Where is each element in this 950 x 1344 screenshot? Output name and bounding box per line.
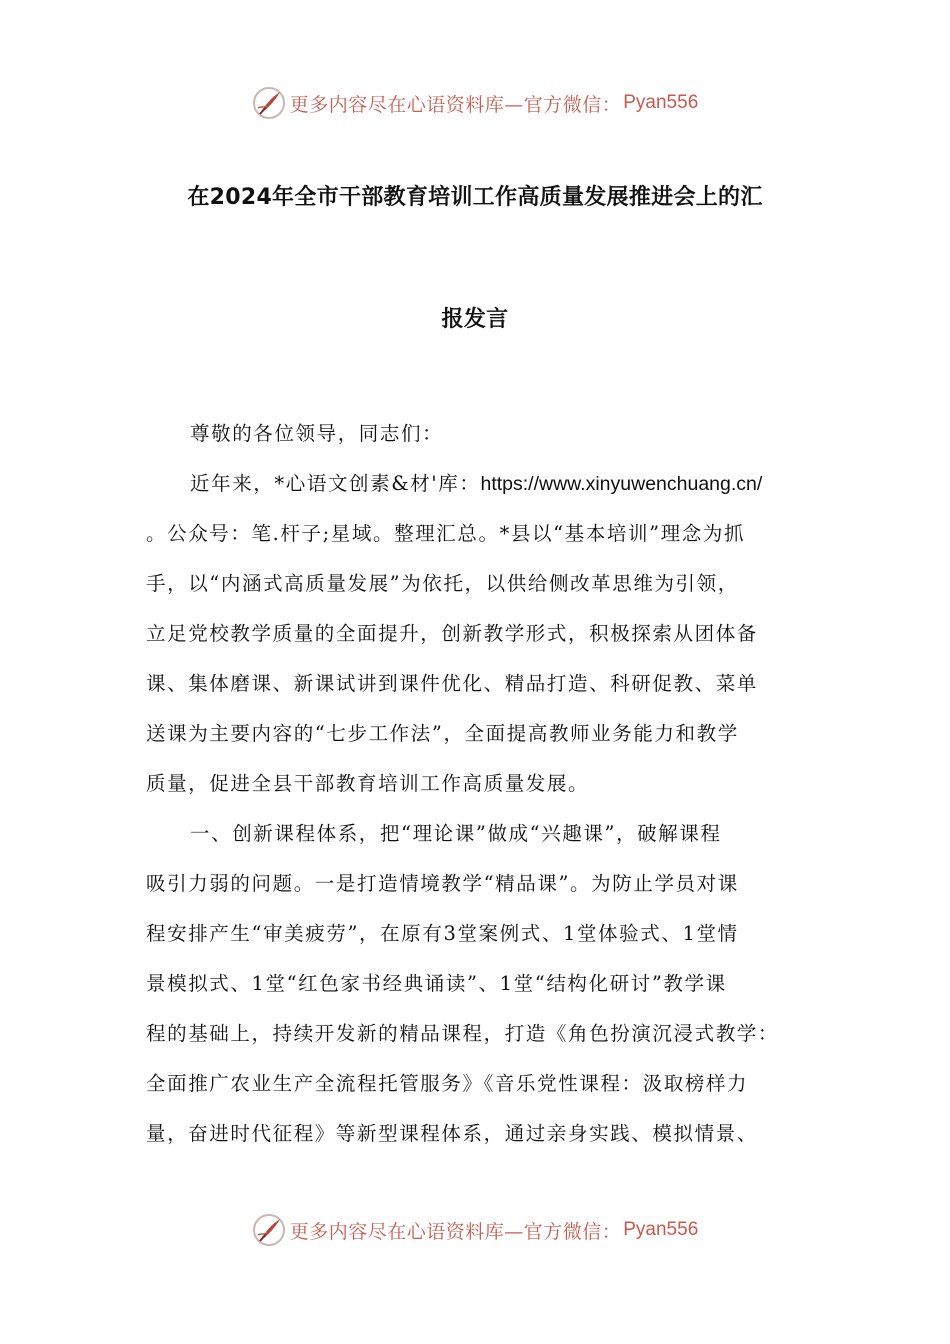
banner-wechat-id: Pyan556 bbox=[623, 92, 699, 113]
source-url-text: https://www.xinyuwenchuang.cn/ bbox=[480, 473, 763, 495]
para2-line: 量，奋进时代征程》等新型课程体系，通过亲身实践、模拟情景、 bbox=[146, 1122, 758, 1145]
para1-line: 。公众号：笔.杆子;星域。整理汇总。*县以“基本培训”理念为抓 bbox=[146, 522, 746, 545]
para2-line: 一、创新课程体系，把“理论课”做成“兴趣课”，破解课程 bbox=[190, 822, 722, 845]
para2-line: 程安排产生“审美疲劳”，在原有3堂案例式、1堂体验式、1堂情 bbox=[146, 922, 739, 945]
para2-line: 程的基础上，持续开发新的精品课程，打造《角色扮演沉浸式教学： bbox=[146, 1022, 780, 1045]
greeting: 尊敬的各位领导，同志们： bbox=[190, 422, 444, 445]
banner-text: 更多内容尽在心语资料库—官方微信： bbox=[289, 1220, 622, 1243]
document-body bbox=[146, 409, 806, 1159]
para1-intro-text: 近年来，*心语文创素&材'库： bbox=[190, 472, 481, 495]
quill-logo-icon bbox=[252, 1213, 286, 1247]
document-title-line-1: 在2024年全市干部教育培训工作高质量发展推进会上的汇 bbox=[187, 185, 763, 210]
banner-wechat-id: Pyan556 bbox=[623, 1219, 699, 1240]
para2-line: 景模拟式、1堂“红色家书经典诵读”、1堂“结构化研讨”教学课 bbox=[146, 972, 727, 995]
footer-banner bbox=[0, 1210, 950, 1250]
para1-line: 立足党校教学质量的全面提升，创新教学形式，积极探索从团体备 bbox=[146, 622, 758, 645]
para1-line: 课、集体磨课、新课试讲到课件优化、精品打造、科研促教、菜单 bbox=[146, 672, 758, 695]
para1-line: 送课为主要内容的“七步工作法”，全面提高教师业务能力和教学 bbox=[146, 722, 739, 745]
banner-text: 更多内容尽在心语资料库—官方微信： bbox=[289, 93, 622, 116]
para1-line bbox=[146, 459, 806, 509]
para1-line: 质量，促进全县干部教育培训工作高质量发展。 bbox=[146, 772, 590, 795]
quill-logo-icon bbox=[252, 86, 286, 120]
header-banner bbox=[0, 83, 950, 123]
para2-line: 吸引力弱的问题。一是打造情境教学“精品课”。为防止学员对课 bbox=[146, 872, 739, 895]
document-title-line-2: 报发言 bbox=[441, 307, 509, 332]
para1-line: 手，以“内涵式高质量发展”为依托，以供给侧改革思维为引领， bbox=[146, 572, 739, 595]
para2-line: 全面推广农业生产全流程托管服务》《音乐党性课程：汲取榜样力 bbox=[146, 1072, 749, 1095]
